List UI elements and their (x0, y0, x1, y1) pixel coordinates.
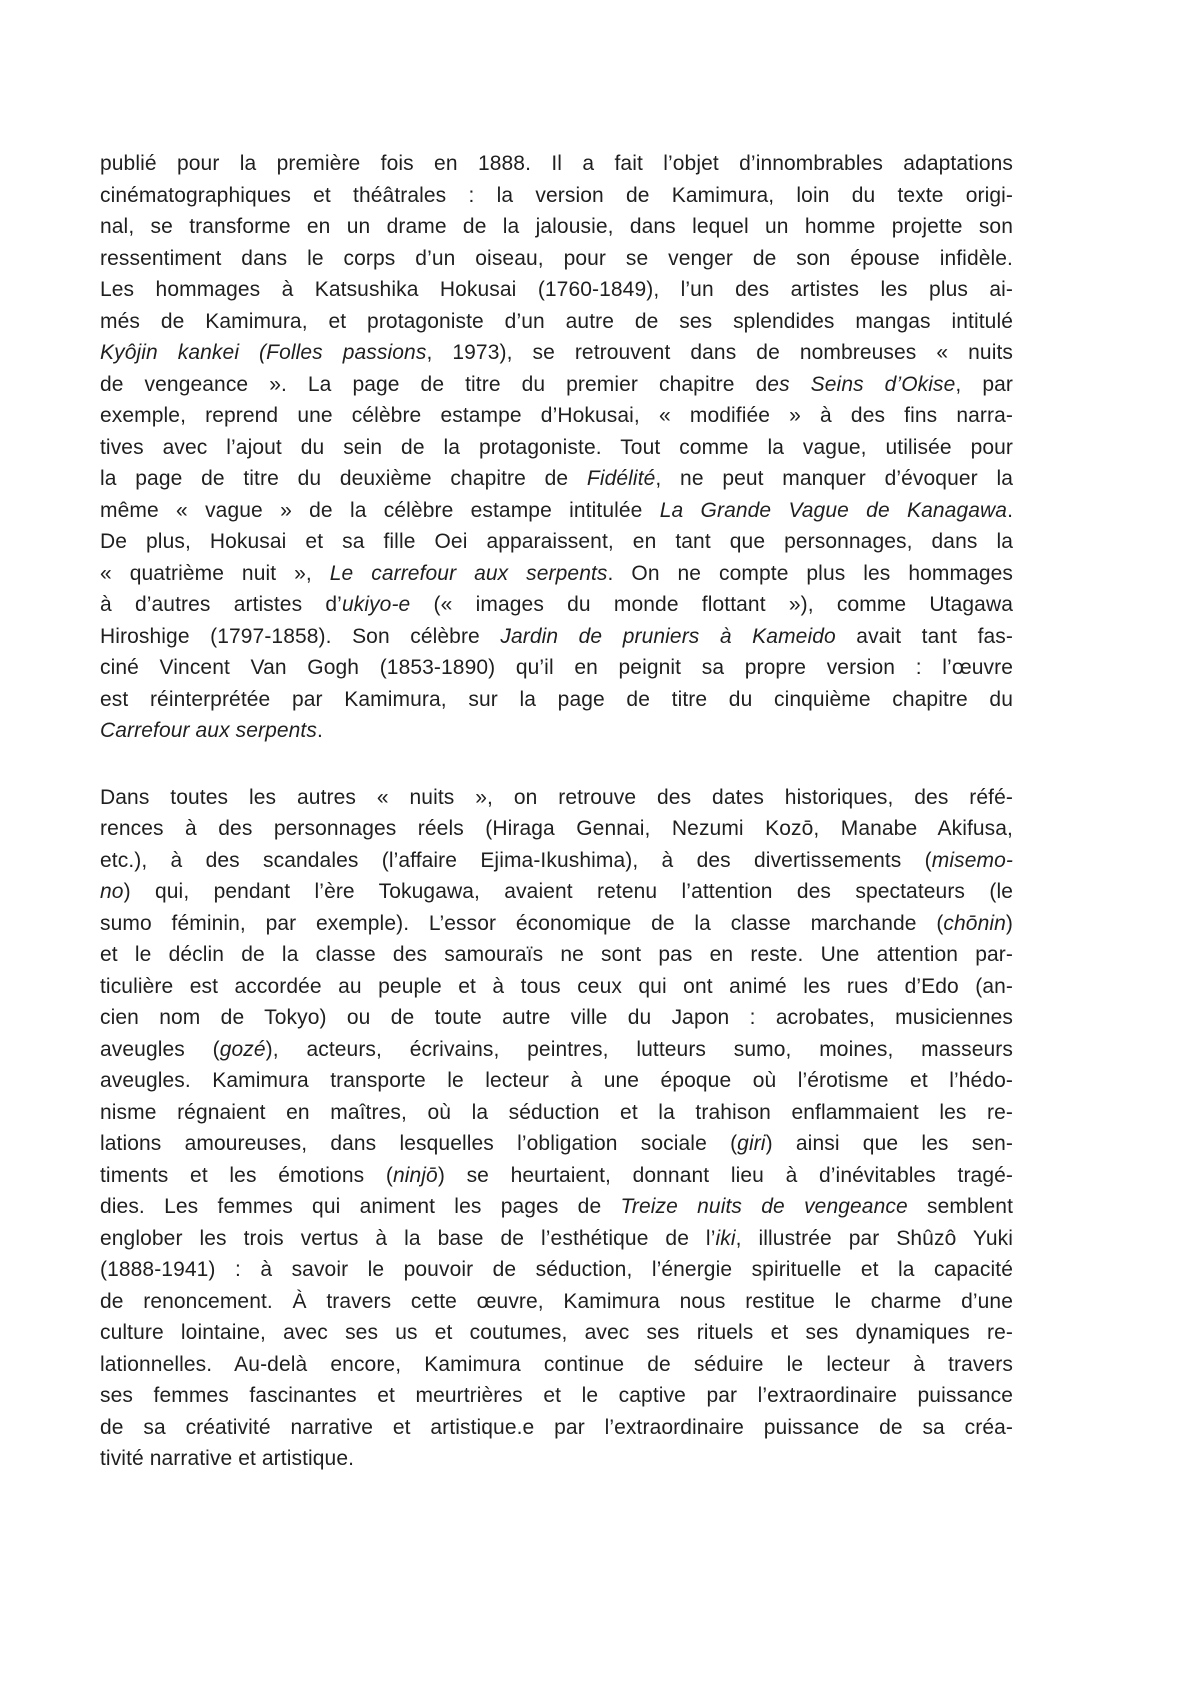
text-line (100, 652, 1013, 684)
text-segment: nisme régnaient en maîtres, où la séduction et la trahison enflammaient les re- (100, 1100, 1013, 1124)
text-line (100, 684, 1013, 716)
text-line (100, 558, 1013, 590)
text-segment: sumo féminin, par exemple). L’essor économique de la classe marchande ( (100, 911, 944, 935)
text-line (100, 1317, 1013, 1349)
text-segment: rences à des personnages réels (Hiraga Gennai, Nezumi Kozō, Manabe Akifusa, (100, 817, 1013, 840)
text-line (100, 211, 1013, 243)
text-segment: ses femmes fascinantes et meurtrières et le captive par l’extraordinaire puissance (100, 1384, 1013, 1407)
text-line (100, 715, 1013, 747)
italic-text-segment: chōnin (943, 911, 1006, 935)
text-line (100, 1223, 1013, 1255)
text-line (100, 526, 1013, 558)
paragraph-2 (100, 782, 1013, 1475)
text-segment: la page de titre du deuxième chapitre de (100, 467, 587, 490)
text-line (100, 1380, 1013, 1412)
italic-text-segment: Fidélité (586, 467, 656, 490)
text-segment: , 1973), se retrouvent dans de nombreuses « nuits (426, 341, 1013, 364)
text-segment: cinématographiques et théâtrales : la version de Kamimura, loin du texte origi- (100, 183, 1013, 207)
text-segment: culture lointaine, avec ses us et coutumes, avec ses rituels et ses dynamiques re- (100, 1321, 1013, 1344)
text-segment: ticulière est accordée au peuple et à tous ceux qui ont animé les rues d’Edo (an- (100, 974, 1013, 998)
text-segment: aveugles. Kamimura transporte le lecteur à une époque où l’érotisme et l’hédo- (100, 1069, 1013, 1092)
text-segment: . (1007, 498, 1013, 522)
text-line (100, 908, 1013, 940)
text-segment: Dans toutes les autres « nuits », on retrouve des dates historiques, des réfé- (100, 785, 1013, 809)
text-segment: , illustrée par Shûzô Yuki (735, 1226, 1014, 1250)
text-line (100, 1349, 1013, 1381)
text-segment: , ne peut manquer d’évoquer la (655, 467, 1013, 490)
paragraph-1 (100, 148, 1013, 747)
text-segment: , par (955, 372, 1013, 396)
text-segment: (« images du monde flottant »), comme Utagawa (410, 593, 1013, 616)
italic-text-segment: ukiyo-e (341, 593, 411, 616)
text-segment: et le déclin de la classe des samouraïs ne sont pas en reste. Une attention par- (100, 943, 1013, 966)
text-segment: Les hommages à Katsushika Hokusai (1760-1849), l’un des artistes les plus ai- (100, 278, 1013, 301)
text-segment: de sa créativité narrative et artistique.e par l’extraordinaire puissance de sa créa- (100, 1415, 1013, 1439)
italic-text-segment: La Grande Vague de Kanagawa (659, 498, 1008, 522)
text-line (100, 400, 1013, 432)
text-line (100, 1160, 1013, 1192)
text-segment: à d’autres artistes d’ (100, 593, 342, 616)
text-line (100, 274, 1013, 306)
text-line (100, 876, 1013, 908)
italic-text-segment: es Seins d’Okise (767, 372, 956, 396)
text-line (100, 971, 1013, 1003)
text-line (100, 463, 1013, 495)
italic-text-segment: Carrefour aux serpents (100, 719, 317, 742)
body-text (100, 148, 1013, 1475)
text-segment: . (316, 719, 323, 742)
text-segment: ), acteurs, écrivains, peintres, lutteurs sumo, moines, masseurs (265, 1037, 1014, 1061)
text-line (100, 148, 1013, 180)
text-line (100, 432, 1013, 464)
text-line (100, 813, 1013, 845)
text-line (100, 1002, 1013, 1034)
text-segment: . On ne compte plus les hommages (607, 561, 1014, 585)
text-segment: publié pour la première fois en 1888. Il a fait l’objet d’innombrables adaptations (100, 152, 1013, 175)
text-segment: exemple, reprend une célèbre estampe d’Hokusai, « modifiée » à des fins narra- (100, 404, 1013, 427)
text-line (100, 621, 1013, 653)
text-segment: timents et les émotions ( (100, 1163, 393, 1187)
italic-text-segment: Kyôjin kankei (Folles passions (100, 341, 427, 364)
text-segment: (1888-1941) : à savoir le pouvoir de séduction, l’énergie spirituelle et la capacité (100, 1258, 1013, 1281)
text-segment: est réinterprétée par Kamimura, sur la page de titre du cinquième chapitre du (100, 687, 1013, 711)
text-segment: même « vague » de la célèbre estampe intitulée (100, 498, 660, 522)
italic-text-segment: Treize nuits de vengeance (620, 1195, 908, 1218)
text-segment: Hiroshige (1797-1858). Son célèbre (100, 624, 501, 648)
text-segment: ) se heurtaient, donnant lieu à d’inévitables tragé- (437, 1163, 1013, 1187)
text-line (100, 939, 1013, 971)
text-segment: més de Kamimura, et protagoniste d’un autre de ses splendides mangas intitulé (100, 309, 1013, 333)
text-segment: avait tant fas- (835, 624, 1014, 648)
italic-text-segment: Le carrefour aux serpents (329, 561, 608, 585)
text-line (100, 1412, 1013, 1444)
text-line (100, 1254, 1013, 1286)
text-segment: de vengeance ». La page de titre du premier chapitre d (100, 372, 768, 396)
text-segment: « quatrième nuit », (100, 561, 330, 585)
text-line (100, 1065, 1013, 1097)
text-line (100, 589, 1013, 621)
italic-text-segment: ninjō (392, 1163, 438, 1187)
text-segment: De plus, Hokusai et sa fille Oei apparaissent, en tant que personnages, dans la (100, 530, 1013, 553)
text-line (100, 782, 1013, 814)
text-line (100, 243, 1013, 275)
text-line (100, 845, 1013, 877)
text-segment: ) qui, pendant l’ère Tokugawa, avaient retenu l’attention des spectateurs (le (123, 880, 1013, 903)
text-line (100, 1443, 1013, 1475)
text-line (100, 1286, 1013, 1318)
text-line (100, 1097, 1013, 1129)
italic-text-segment: no (100, 880, 124, 903)
text-segment: englober les trois vertus à la base de l’esthétique de l’ (100, 1226, 716, 1250)
text-segment: semblent (907, 1195, 1013, 1218)
italic-text-segment: iki (715, 1226, 736, 1250)
text-segment: etc.), à des scandales (l’affaire Ejima-Ikushima), à des divertissements ( (100, 848, 932, 872)
text-segment: ) ainsi que les sen- (765, 1132, 1013, 1155)
text-segment: de renoncement. À travers cette œuvre, Kamimura nous restitue le charme d’une (100, 1289, 1013, 1313)
text-line (100, 1034, 1013, 1066)
italic-text-segment: gozé (219, 1037, 266, 1061)
text-line (100, 1191, 1013, 1223)
text-segment: tives avec l’ajout du sein de la protagoniste. Tout comme la vague, utilisée pour (100, 435, 1013, 459)
text-segment: nal, se transforme en un drame de la jalousie, dans lequel un homme projette son (100, 215, 1013, 238)
text-segment: ) (1005, 911, 1013, 935)
text-segment: lations amoureuses, dans lesquelles l’obligation sociale ( (100, 1132, 738, 1155)
text-line (100, 306, 1013, 338)
text-line (100, 337, 1013, 369)
text-segment: ciné Vincent Van Gogh (1853-1890) qu’il en peignit sa propre version : l’œuvre (100, 656, 1013, 679)
text-segment: ressentiment dans le corps d’un oiseau, pour se venger de son épouse infidèle. (100, 246, 1013, 270)
italic-text-segment: giri (737, 1132, 766, 1155)
text-line (100, 495, 1013, 527)
text-segment: dies. Les femmes qui animent les pages de (100, 1195, 621, 1218)
italic-text-segment: Jardin de pruniers à Kameido (500, 624, 836, 648)
text-segment: cien nom de Tokyo) ou de toute autre ville du Japon : acrobates, musiciennes (100, 1006, 1013, 1029)
text-line (100, 369, 1013, 401)
text-segment: lationnelles. Au-delà encore, Kamimura continue de séduire le lecteur à travers (100, 1352, 1013, 1376)
text-line (100, 1128, 1013, 1160)
text-segment: aveugles ( (100, 1037, 220, 1061)
italic-text-segment: misemo- (931, 848, 1013, 872)
text-line (100, 180, 1013, 212)
text-segment: tivité narrative et artistique. (100, 1447, 355, 1470)
